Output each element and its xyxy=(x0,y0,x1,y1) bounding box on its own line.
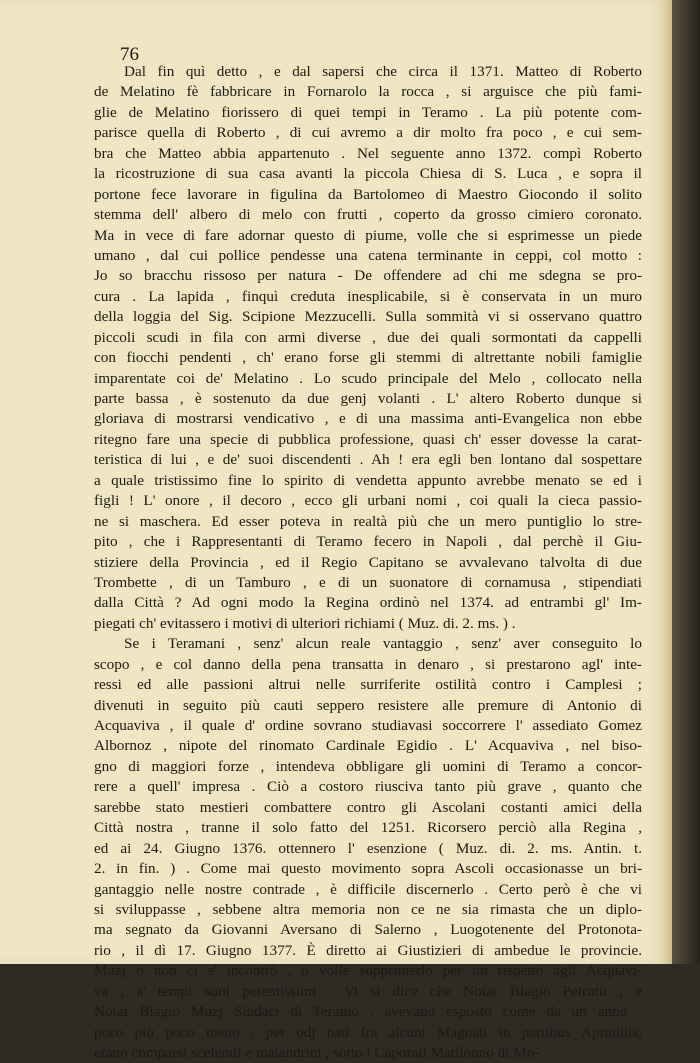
text-line: umano , dal cui pollice pendesse una catena terminante in ceppi, col motto : xyxy=(94,246,642,264)
page-number: 76 xyxy=(120,44,139,65)
text-line: figli ! L' onore , il decoro , ecco gli urbani nomi , coi quali la cieca passio- xyxy=(94,492,642,510)
text-line: ma segnato da Giovanni Aversano di Salerno , Luogotenente del Protonota- xyxy=(94,921,642,939)
text-line: ne si maschera. Ed esser poteva in realtà più che un mero puntiglio lo stre- xyxy=(94,512,642,530)
text-line: rere a quell' impresa . Ciò a costoro riusciva tanto più grave , quanto che xyxy=(94,778,642,796)
text-line: cura . La lapida , finquì creduta inesplicabile, si è conservata in un muro xyxy=(94,287,642,305)
text-line: portone fece lavorare in figulina da Bartolomeo di Maestro Giocondo il solito xyxy=(94,185,642,203)
text-line: la ricostruzione di sua casa avanti la piccola Chiesa di S. Luca , e sopra il xyxy=(94,165,642,183)
text-line: scopo , e col danno della pena transatta in denaro , si prestarono agl' inte- xyxy=(94,655,642,673)
text-line: Albornoz , nipote del rinomato Cardinale Egidio . L' Acquaviva , nel biso- xyxy=(94,737,642,755)
text-line: erano comparsi scelerati e malandrini , sotto i Caporali Matilonno di Mo- xyxy=(94,1044,540,1061)
text-line: piccoli scudi in fila con armi diverse , due dei quali sormontati da cappelli xyxy=(94,328,642,346)
text-line: si sviluppasse , sebbene altra memoria non ce ne sia rimasta che un diplo- xyxy=(94,900,642,918)
text-line: Notar Biagio Muzj Sindaci di Teramo , avevano esposto come da un anno , xyxy=(94,1003,642,1021)
paragraph xyxy=(94,634,642,1063)
text-line: glie de Melatino fiorissero di quei tempi in Teramo . La più potente com- xyxy=(94,103,642,121)
text-line: piegati ch' evitassero i motivi di ulteriori richiami ( Muz. di. 2. ms. ) . xyxy=(94,614,516,632)
text-line: divenuti in seguito più cauti seppero resistere alle premure di Antonio di xyxy=(94,696,642,714)
text-line: a quale tristissimo fine lo spirito di vendetta appunto avrebbe menato se ed i xyxy=(94,471,642,489)
text-line: parisce quella di Roberto , di cui avremo a dir molto fra poco , e cui sem- xyxy=(94,124,642,142)
body-text xyxy=(94,62,642,1063)
text-line: Muzj o non ci s' incontrò , o volle sopprimerlo per un rispetto agli Acquavi- xyxy=(94,962,642,980)
text-line: ritegno fare una specie di pubblica professione, quasi ch' esser dovesse la carat- xyxy=(94,430,642,448)
text-line: Se i Teramani , senz' alcun reale vantaggio , senz' aver conseguito lo xyxy=(124,635,642,653)
text-line: ed ai 24. Giugno 1376. ottennero l' esenzione ( Muz. di. 2. ms. Antin. t. xyxy=(94,839,642,857)
text-line: rio , il dì 17. Giugno 1377. È diretto ai Giustizieri di ambedue le provincie. xyxy=(94,941,642,959)
text-line: 2. in fin. ) . Come mai questo movimento sopra Ascoli occasionasse un bri- xyxy=(94,860,642,878)
text-line: poco più poco meno , per odj nati fra alcuni Magnati in partibus Aprutinis, xyxy=(94,1023,642,1041)
text-line: della loggia del Sig. Scipione Mezzucelli. Sulla sommità vi si osservano quattro xyxy=(94,308,642,326)
text-line: Dal fin quì detto , e dal sapersi che circa il 1371. Matteo di Roberto xyxy=(124,63,642,80)
text-line: pito , che i Rappresentanti di Teramo fecero in Napoli , dal perchè il Giu- xyxy=(94,533,642,551)
binding-edge xyxy=(672,0,700,964)
text-line: stemma dell' albero di melo con frutti , coperto da grosso cimiero coronato. xyxy=(94,206,642,224)
text-line: Ma in vece di fare adornar questo di piume, volle che si esprimesse un piede xyxy=(94,226,642,244)
text-line: stiziere della Provincia , ed il Regio Capitano se avvalevano talvolta di due xyxy=(94,553,642,571)
text-line: ressi ed alle passioni altrui nelle surriferite ostilità contro i Camplesi ; xyxy=(94,676,642,694)
text-line: Acquaviva , il quale d' ordine sovrano studiavasi soccorrere l' assediato Gomez xyxy=(94,717,642,734)
page-edge-shadow xyxy=(660,0,672,964)
text-line: con fiocchi pendenti , ch' erano forse gli stemmi di altrettante nobili famiglie xyxy=(94,349,642,367)
text-line: dalla Città ? Ad ogni modo la Regina ordinò nel 1374. ad entrambi gl' Im- xyxy=(94,594,642,612)
text-line: Trombette , di un Tamburo , e di un suonatore di cornamusa , stipendiati xyxy=(94,573,642,591)
text-line: bra che Matteo abbia appartenuto . Nel seguente anno 1372. compì Roberto xyxy=(94,144,642,162)
paragraph xyxy=(94,62,642,634)
text-line: gantaggio nelle nostre contrade , è difficile discernerlo . Certo però è che vi xyxy=(94,880,642,898)
text-line: parte bassa , è sostenuto da due genj volanti . L' altero Roberto dunque si xyxy=(94,390,642,407)
text-line: teristica di lui , e de' suoi discendenti . Ah ! era egli ben lontano dal sospettare xyxy=(94,451,642,469)
text-line: imparentate coi de' Melatino . Lo scudo principale del Melo , collocato nella xyxy=(94,369,642,387)
text-line: Città nostra , tranne il solo fatto del 1251. Ricorsero perciò alla Regina , xyxy=(94,819,642,837)
text-line: de Melatino fè fabbricare in Fornarolo la rocca , si arguisce che più fami- xyxy=(94,83,642,101)
text-line: sarebbe stato mestieri combattere contro gli Ascolani costanti amici della xyxy=(94,798,642,816)
text-line: va , a' tempi suoi potentissimi . Vi si dice che Notar Biagio Petrutii , e xyxy=(94,982,642,1000)
text-line: gno di maggiori forze , intendeva obbligare gli uomini di Teramo a concor- xyxy=(94,757,642,775)
text-line: gloriava di mostrarsi vendicativo , e di una massima anti-Evangelica non ebbe xyxy=(94,410,642,428)
text-line: Jo so bracchu rissoso per natura - De offendere ad chi me sdegna se pro- xyxy=(94,267,642,285)
